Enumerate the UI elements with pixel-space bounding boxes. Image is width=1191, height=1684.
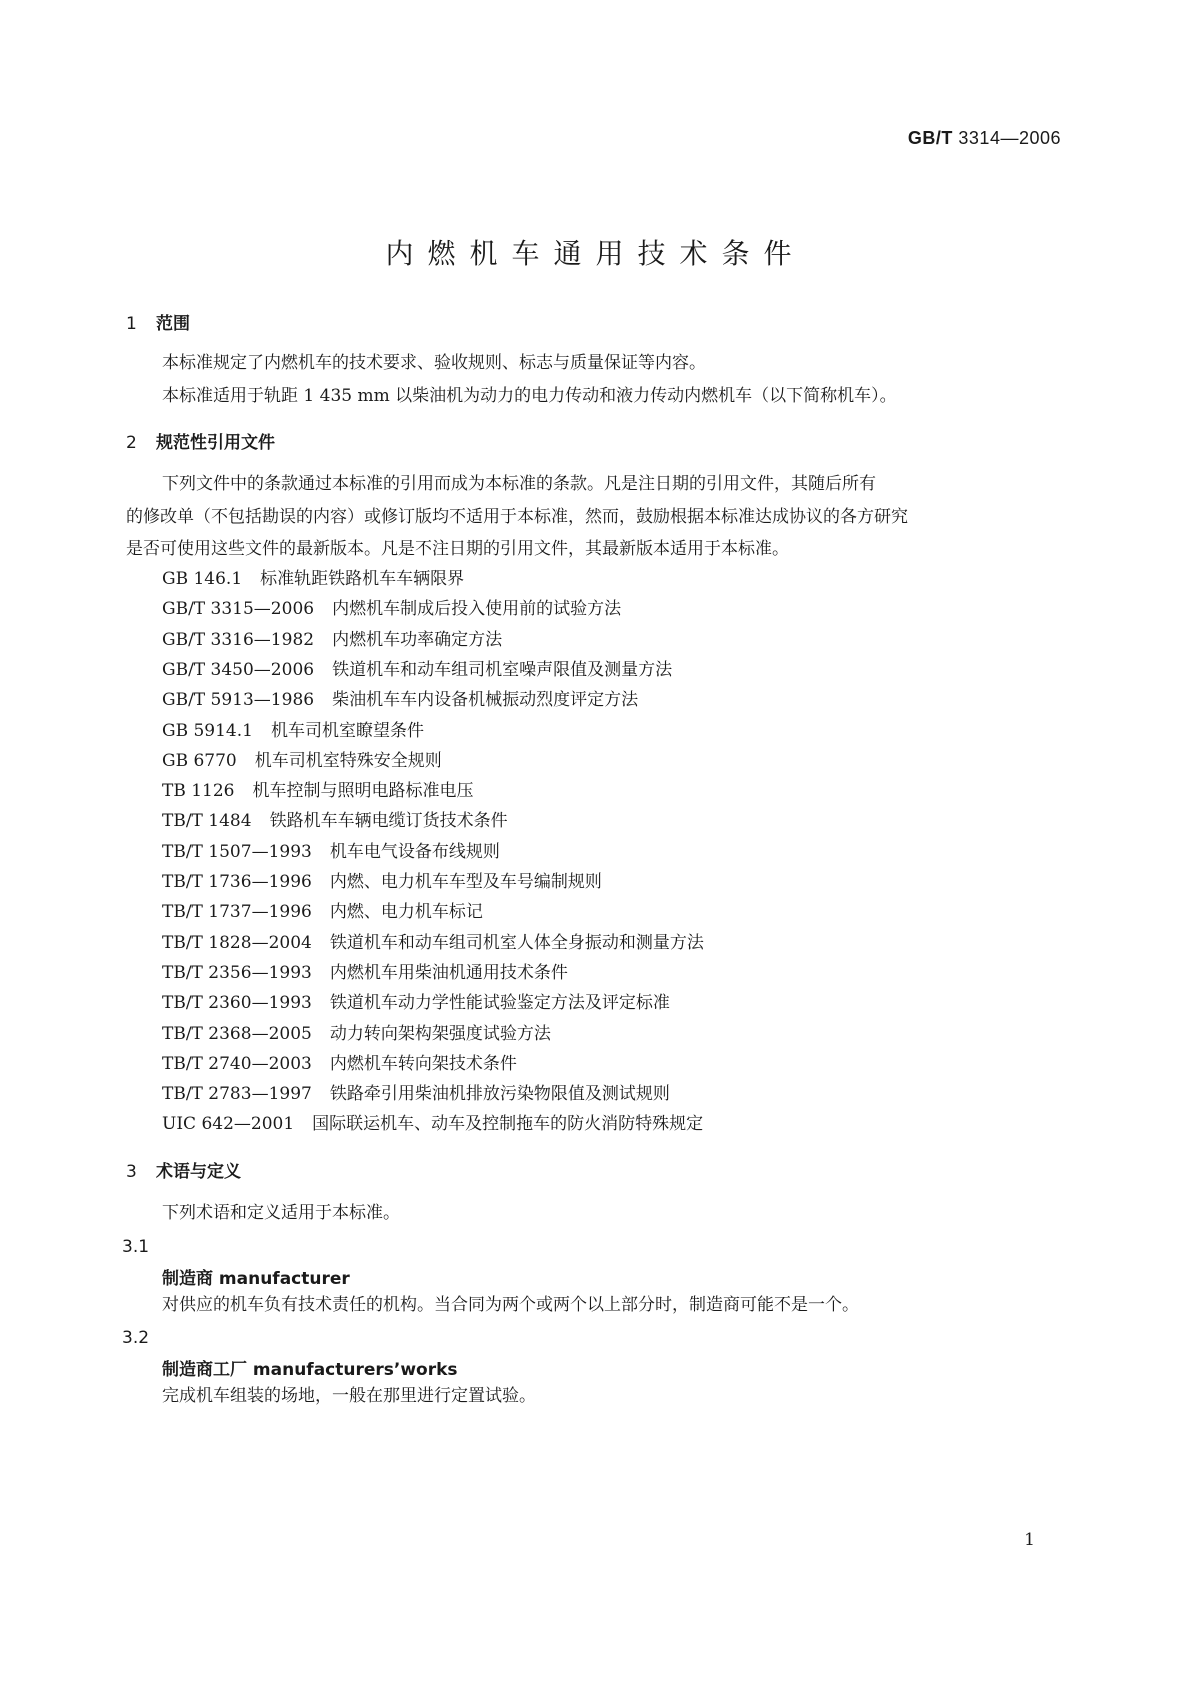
term-number: 3.1 xyxy=(122,1237,150,1257)
term-name: 制造商工厂 manufacturers’works xyxy=(162,1360,458,1380)
section-2-intro-line: 是否可使用这些文件的最新版本。凡是不注日期的引用文件，其最新版本适用于本标准。 xyxy=(126,539,789,559)
section-3-heading xyxy=(126,1157,241,1182)
reference-title: 标准轨距铁路机车车辆限界 xyxy=(260,569,465,589)
reference-title: 内燃机车转向架技术条件 xyxy=(329,1053,517,1074)
section-2-title: 规范性引用文件 xyxy=(156,433,275,453)
reference-item xyxy=(162,897,483,922)
reference-code: TB/T 2360—1993 xyxy=(162,993,312,1014)
section-1-paragraph: 本标准适用于轨距 1 435 mm 以柴油机为动力的电力传动和液力传动内燃机车（以下简称机车）。 xyxy=(162,386,897,406)
reference-item xyxy=(162,806,508,831)
section-1-number: 1 xyxy=(126,314,137,334)
section-2-intro-line: 下列文件中的条款通过本标准的引用而成为本标准的条款。凡是注日期的引用文件，其随后所有 xyxy=(162,474,876,494)
section-2-intro-line: 的修改单（不包括勘误的内容）或修订版均不适用于本标准，然而，鼓励根据本标准达成协议的各方研究 xyxy=(126,507,908,527)
reference-code: UIC 642—2001 xyxy=(162,1114,295,1135)
reference-code: TB/T 1737—1996 xyxy=(162,902,312,923)
reference-title: 国际联运机车、动车及控制拖车的防火消防特殊规定 xyxy=(312,1114,704,1135)
reference-item xyxy=(162,1079,670,1104)
reference-item xyxy=(162,958,568,983)
section-1-heading xyxy=(126,309,190,334)
reference-code: TB/T 1484 xyxy=(162,811,252,832)
page-number: 1 xyxy=(1024,1530,1035,1550)
term-definition: 完成机车组装的场地，一般在那里进行定置试验。 xyxy=(162,1386,536,1406)
reference-item xyxy=(162,1049,517,1074)
reference-code: GB/T 3316—1982 xyxy=(162,629,315,650)
reference-code: TB 1126 xyxy=(162,781,235,802)
reference-title: 铁道机车和动车组司机室人体全身振动和测量方法 xyxy=(329,932,704,953)
reference-title: 机车电气设备布线规则 xyxy=(329,841,500,862)
reference-title: 机车司机室特殊安全规则 xyxy=(254,750,442,771)
section-1-paragraph: 本标准规定了内燃机车的技术要求、验收规则、标志与质量保证等内容。 xyxy=(162,353,706,373)
reference-code: GB 146.1 xyxy=(162,569,243,589)
standard-code xyxy=(908,128,1061,149)
reference-title: 动力转向架构架强度试验方法 xyxy=(329,1023,551,1044)
reference-item xyxy=(162,655,672,680)
reference-code: TB/T 1828—2004 xyxy=(162,932,312,953)
reference-title: 内燃、电力机车标记 xyxy=(329,902,483,923)
reference-code: GB/T 3450—2006 xyxy=(162,659,315,680)
reference-title: 内燃机车制成后投入使用前的试验方法 xyxy=(332,599,622,620)
section-3-title: 术语与定义 xyxy=(156,1162,241,1182)
reference-item xyxy=(162,564,464,589)
reference-item xyxy=(162,1019,551,1044)
reference-title: 内燃机车功率确定方法 xyxy=(332,629,503,650)
reference-item xyxy=(162,776,474,801)
reference-code: TB/T 2368—2005 xyxy=(162,1023,312,1044)
reference-title: 铁道机车和动车组司机室噪声限值及测量方法 xyxy=(332,659,673,680)
term-definition: 对供应的机车负有技术责任的机构。当合同为两个或两个以上部分时，制造商可能不是一个。 xyxy=(162,1295,859,1315)
reference-title: 柴油机车车内设备机械振动烈度评定方法 xyxy=(332,690,639,711)
reference-item xyxy=(162,685,638,710)
reference-title: 铁道机车动力学性能试验鉴定方法及评定标准 xyxy=(329,993,670,1014)
reference-code: TB/T 1736—1996 xyxy=(162,872,312,892)
reference-title: 内燃机车用柴油机通用技术条件 xyxy=(329,962,568,983)
reference-item xyxy=(162,837,500,862)
reference-item xyxy=(162,625,502,650)
reference-item xyxy=(162,746,442,771)
reference-code: TB/T 2356—1993 xyxy=(162,962,312,983)
reference-code: GB/T 3315—2006 xyxy=(162,599,315,620)
section-3-intro: 下列术语和定义适用于本标准。 xyxy=(162,1203,400,1223)
reference-code: TB/T 1507—1993 xyxy=(162,841,312,862)
reference-item xyxy=(162,928,704,953)
reference-code: GB 5914.1 xyxy=(162,720,253,741)
reference-item xyxy=(162,594,621,619)
reference-item xyxy=(162,1109,703,1134)
reference-title: 铁路机车车辆电缆订货技术条件 xyxy=(269,811,508,832)
reference-code: GB 6770 xyxy=(162,750,237,771)
reference-code: TB/T 2740—2003 xyxy=(162,1053,312,1074)
term-name: 制造商 manufacturer xyxy=(162,1269,350,1289)
reference-code: TB/T 2783—1997 xyxy=(162,1084,312,1105)
reference-title: 机车司机室瞭望条件 xyxy=(270,720,424,741)
section-1-title: 范围 xyxy=(156,314,190,334)
section-2-number: 2 xyxy=(126,433,137,453)
standard-code-prefix: GB/T xyxy=(907,128,953,148)
section-3-number: 3 xyxy=(126,1162,137,1182)
standard-code-number: 3314—2006 xyxy=(958,128,1061,148)
reference-code: GB/T 5913—1986 xyxy=(162,690,315,711)
reference-title: 机车控制与照明电路标准电压 xyxy=(252,781,474,802)
reference-title: 铁路牵引用柴油机排放污染物限值及测试规则 xyxy=(329,1084,670,1105)
reference-title: 内燃、电力机车车型及车号编制规则 xyxy=(329,872,602,892)
document-title: 内燃机车通用技术条件 xyxy=(385,237,806,270)
reference-item xyxy=(162,988,670,1013)
reference-item xyxy=(162,716,424,741)
reference-item xyxy=(162,867,602,892)
term-number: 3.2 xyxy=(122,1328,150,1348)
section-2-heading xyxy=(126,428,275,453)
